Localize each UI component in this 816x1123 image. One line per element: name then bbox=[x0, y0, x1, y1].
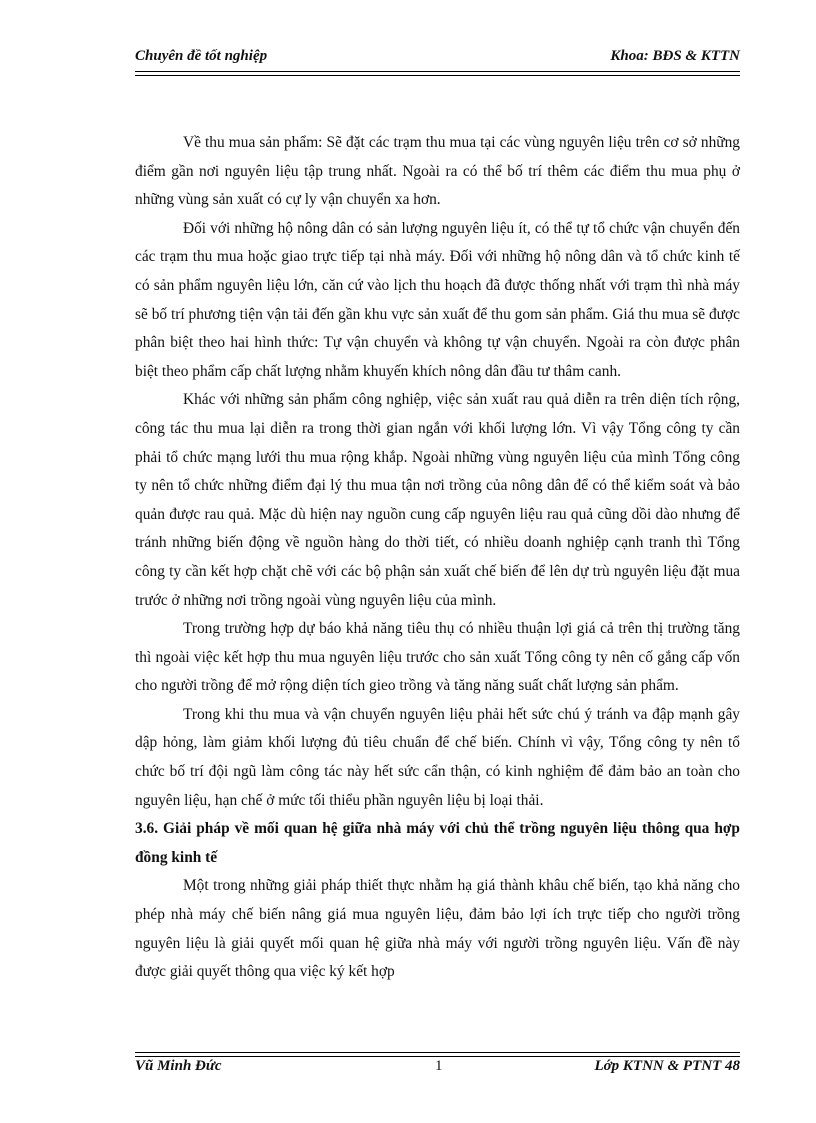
header-title: Chuyên đề tốt nghiệp bbox=[135, 48, 268, 64]
paragraph-economic-contract: Một trong những giải pháp thiết thực nhằm hạ giá thành khâu chế biến, tạo khả năng cho phép nhà máy chế biến nâng giá mua nguyên liệu, đảm bảo lợi ích trực tiếp cho người trồng nguyên liệu là giải quyết mối quan hệ giữa nhà máy với người trồng nguyên liệu. Vấn đề này được giải quyết thông qua việc ký kết hợp bbox=[135, 877, 740, 981]
footer-author: Vũ Minh Đức bbox=[135, 1058, 222, 1074]
document-body bbox=[135, 129, 740, 987]
header-divider bbox=[135, 71, 740, 76]
section-heading: 3.6. Giải pháp về mối quan hệ giữa nhà máy với chủ thể trồng nguyên liệu thông qua hợp đồng kinh tế bbox=[135, 820, 740, 866]
paragraph-careful-handling: Trong khi thu mua và vận chuyển nguyên liệu phải hết sức chú ý tránh va đập mạnh gây dập hỏng, làm giảm khối lượng đủ tiêu chuẩn để chế biến. Chính vì vậy, Tổng công ty nên tổ chức bố trí đội ngũ làm công tác này hết sức cẩn thận, có kinh nghiệm để đảm bảo an toàn cho nguyên liệu, hạn chế ở mức tối thiểu phần nguyên liệu bị loại thải. bbox=[135, 705, 740, 809]
page-number: 1 bbox=[435, 1058, 443, 1074]
page-footer bbox=[135, 1058, 740, 1080]
paragraph-purchase-stations: Về thu mua sản phẩm: Sẽ đặt các trạm thu mua tại các vùng nguyên liệu trên cơ sở những điểm gần nơi nguyên liệu tập trung nhất. Ngoài ra có thể bố trí thêm các điểm thu mua phụ ở những vùng sản xuất có cự ly vận chuyển xa hơn. bbox=[135, 134, 740, 209]
header-department: Khoa: BĐS & KTTN bbox=[610, 48, 740, 64]
footer-divider bbox=[135, 1052, 740, 1057]
paragraph-capital-support: Trong trường hợp dự báo khả năng tiêu thụ có nhiều thuận lợi giá cả trên thị trường tăng thì ngoài việc kết hợp thu mua nguyên liệu trước cho sản xuất Tổng công ty nên cố gắng cấp vốn cho người trồng để mở rộng diện tích gieo trồng và tăng năng suất chất lượng sản phẩm. bbox=[135, 620, 740, 695]
footer-class: Lớp KTNN & PTNT 48 bbox=[594, 1058, 740, 1074]
page-header bbox=[135, 48, 740, 70]
paragraph-purchase-network: Khác với những sản phẩm công nghiệp, việc sản xuất rau quả diễn ra trên diện tích rộng, công tác thu mua lại diễn ra trong thời gian ngắn với khối lượng lớn. Vì vậy Tổng công ty cần phải tổ chức mạng lưới thu mua rộng khắp. Ngoài những vùng nguyên liệu của mình Tổng công ty nên tổ chức những điểm đại lý thu mua tận nơi trồng của nông dân để có thể kiểm soát và bảo quản được rau quả. Mặc dù hiện nay nguồn cung cấp nguyên liệu rau quả cũng dồi dào nhưng để tránh những biến động về nguồn hàng do thời tiết, có nhiều doanh nghiệp cạnh tranh thì Tổng công ty cần kết hợp chặt chẽ với các bộ phận sản xuất chế biến để lên dự trù nguyên liệu đặt mua trước ở những nơi trồng ngoài vùng nguyên liệu của mình. bbox=[135, 391, 740, 609]
paragraph-farmers-transport: Đối với những hộ nông dân có sản lượng nguyên liệu ít, có thể tự tổ chức vận chuyển đến các trạm thu mua hoặc giao trực tiếp tại nhà máy. Đối với những hộ nông dân và tổ chức kinh tế có sản phẩm nguyên liệu lớn, căn cứ vào lịch thu hoạch đã được thống nhất với trạm thì nhà máy sẽ bố trí phương tiện vận tải đến gần khu vực sản xuất để thu gom sản phẩm. Giá thu mua sẽ được phân biệt theo hai hình thức: Tự vận chuyển và không tự vận chuyển. Ngoài ra còn được phân biệt theo phẩm cấp chất lượng nhằm khuyến khích nông dân đầu tư thâm canh. bbox=[135, 219, 740, 380]
